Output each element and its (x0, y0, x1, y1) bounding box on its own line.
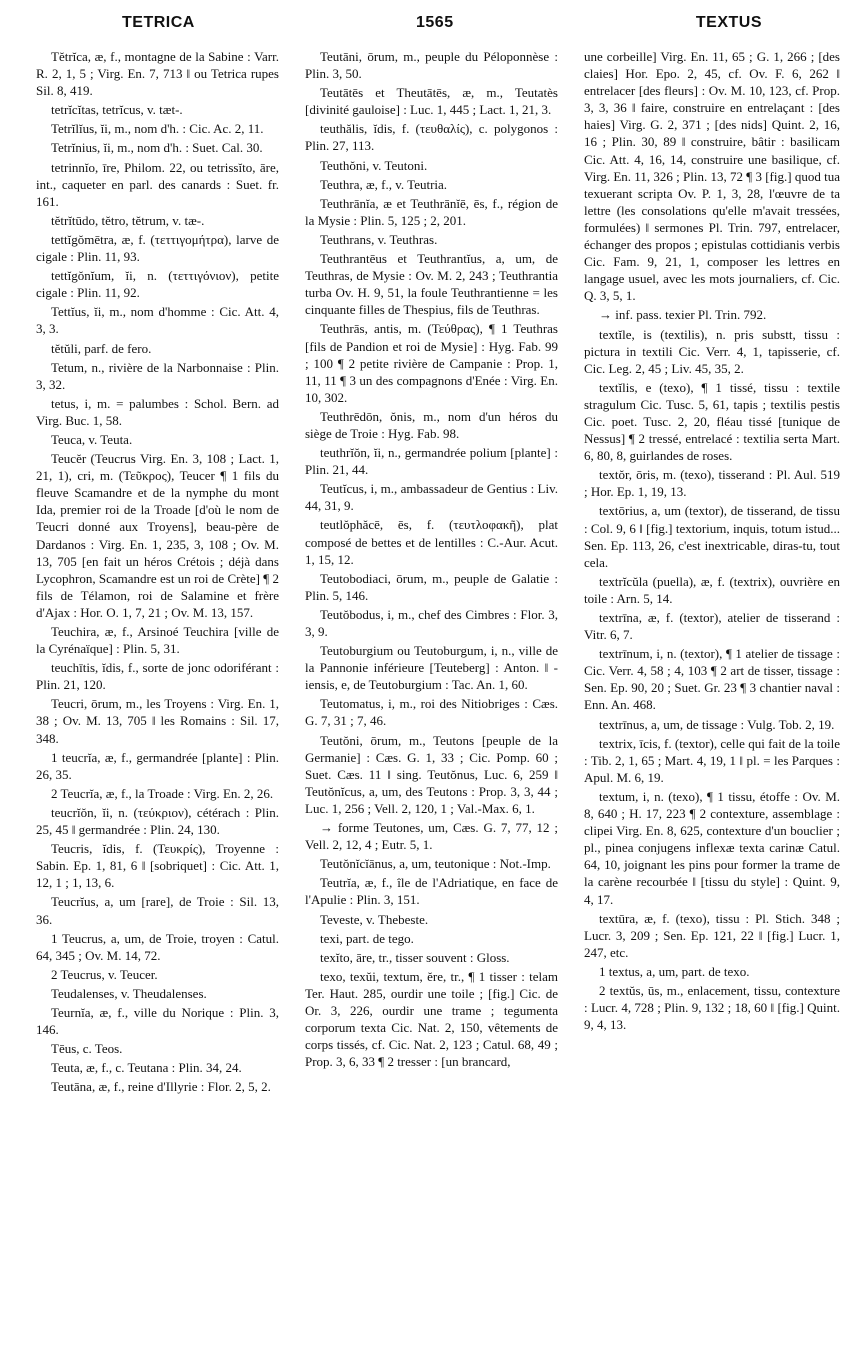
dictionary-entry: textŏr, ōris, m. (texo), tisserand : Pl. Aul. 519 ; Hor. Ep. 1, 19, 13. (584, 467, 840, 500)
dictionary-entry: textrīna, æ, f. (textor), atelier de tisserand : Vitr. 6, 7. (584, 610, 840, 643)
dictionary-entry: → inf. pass. texier Pl. Trin. 792. (599, 307, 767, 323)
dictionary-entry: tetrĭcĭtas, tetrĭcus, v. tæt-. (51, 102, 183, 118)
page-number: 1565 (416, 14, 454, 31)
dictionary-entry: Tetum, n., rivière de la Narbonnaise : Plin. 3, 32. (36, 359, 279, 392)
dictionary-entry: textōrius, a, um (textor), de tisserand, de tissu : Col. 9, 6 ‖ [fig.] textorium, inquis, totum istud... Sen. Ep. 113, 26, c'est inextricable, diras-tu, tout cela. (584, 503, 840, 570)
dictionary-entry: Teutoburgium ou Teutoburgum, i, n., ville de la Pannonie inférieure [Teuteberg] : Anton. ‖ -iensis, e, de Teutoburgium : Tac. An. 1, 60. (305, 643, 558, 693)
dictionary-entry: 2 textŭs, ūs, m., enlacement, tissu, contexture : Lucr. 4, 728 ; Plin. 9, 132 ; 18, 60 ‖ [fig.] Quint. 9, 4, 13. (584, 982, 840, 1033)
dictionary-entry: Teuthrās, antis, m. (Τεύθρας), ¶ 1 Teuthras [fils de Pandion et roi de Mysie] : Hyg. Fab. 99 ; 100 ¶ 2 petite rivière de Campanie : Prop. 1, 11, 11 ¶ 3 un des compagnons d'Enée : Virg. En. 10, 302. (305, 321, 558, 405)
dictionary-entry: Teuca, v. Teuta. (51, 431, 133, 447)
dictionary-entry: Teutŏbodus, i, m., chef des Cimbres : Flor. 3, 3, 9. (305, 606, 558, 639)
dictionary-entry: teuthrĭŏn, ĭi, n., germandrée polium [plante] : Plin. 21, 44. (305, 445, 558, 478)
dictionary-entry: textrīnum, i, n. (textor), ¶ 1 atelier de tissage : Cic. Verr. 4, 58 ; 4, 103 ¶ 2 art de tisser, tissage : Sen. Ep. 90, 20 ; Suet. Gr. 23 ¶ 3 chantier naval : Enn. An. 468. (584, 646, 840, 713)
dictionary-entry: Teurnĭa, æ, f., ville du Norique : Plin. 3, 146. (36, 1004, 279, 1038)
dictionary-entry: teuchītis, ĭdis, f., sorte de jonc odoriférant : Plin. 21, 120. (36, 660, 279, 693)
header-left-guideword: TETRICA (122, 14, 195, 31)
dictionary-entry: Teuthrēdōn, ŏnis, m., nom d'un héros du siège de Troie : Hyg. Fab. 98. (305, 408, 558, 441)
dictionary-entry: Teutĭcus, i, m., ambassadeur de Gentius : Liv. 44, 31, 9. (305, 481, 558, 514)
column-2 (305, 48, 558, 1338)
dictionary-entry: Teveste, v. Thebeste. (320, 911, 429, 927)
dictionary-entry: textĭle, is (textilis), n. pris substt, tissu : pictura in textili Cic. Verr. 4, 1, tapisserie, cf. Cic. Leg. 2, 45 ; Liv. 45, 35, 2. (584, 326, 840, 376)
dictionary-entry: 2 Teucrus, v. Teucer. (51, 966, 158, 982)
dictionary-entry: Teuthrānĭa, æ et Teuthrānĭē, ēs, f., région de la Mysie : Plin. 5, 125 ; 2, 201. (305, 195, 558, 228)
dictionary-entry: tetrinnĭo, īre, Philom. 22, ou tetrissĭto, āre, int., caqueter en parl. des canards : Suet. fr. 161. (36, 159, 279, 209)
header-right-guideword: TEXTUS (695, 14, 762, 31)
dictionary-entry: tĕtŭli, parf. de fero. (51, 340, 152, 356)
dictionary-entry: Teucrĭus, a, um [rare], de Troie : Sil. 13, 36. (36, 894, 279, 927)
dictionary-entry: teutlŏphăcē, ēs, f. (τευτλοφακῆ), plat composé de bettes et de lentilles : C.-Aur. Acut. 1, 15, 12. (305, 517, 558, 567)
dictionary-entry: textrĭcŭla (puella), æ, f. (textrix), ouvrière en toile : Arn. 5, 14. (584, 573, 840, 606)
dictionary-entry: tetus, i, m. = palumbes : Schol. Bern. ad Virg. Buc. 1, 58. (36, 395, 279, 428)
dictionary-entry: Teuthra, æ, f., v. Teutria. (320, 176, 448, 192)
dictionary-entry: 1 Teucrus, a, um, de Troie, troyen : Catul. 64, 345 ; Ov. M. 14, 72. (36, 930, 279, 963)
dictionary-entry: teuthălis, ĭdis, f. (τευθαλίς), c. polygonos : Plin. 27, 113. (305, 121, 558, 154)
dictionary-entry: tettĭgŏnĭum, ĭi, n. (τεττιγόνιον), petite cigale : Plin. 11, 92. (36, 268, 279, 301)
dictionary-entry: Tetrĭlĭus, ĭi, m., nom d'h. : Cic. Ac. 2, 11. (51, 121, 264, 137)
dictionary-entry: Teutāna, æ, f., reine d'Illyrie : Flor. 2, 5, 2. (51, 1079, 271, 1095)
dictionary-entry: → forme Teutones, um, Cæs. G. 7, 77, 12 ; Vell. 2, 12, 4 ; Eutr. 5, 1. (305, 820, 558, 853)
dictionary-entry: Teutātēs et Theutātēs, æ, m., Teutatès [divinité gauloise] : Luc. 1, 445 ; Lact. 1, 21, 3. (305, 85, 558, 118)
dictionary-entry: Teuthŏni, v. Teutoni. (320, 157, 428, 173)
column-3 (584, 48, 840, 1338)
running-header (36, 14, 824, 42)
dictionary-entry: texĭto, āre, tr., tisser souvent : Gloss. (320, 949, 510, 965)
dictionary-entry: Teucri, ōrum, m., les Troyens : Virg. En. 1, 38 ; Ov. M. 13, 705 ‖ les Romains : Sil. 17, 348. (36, 696, 279, 746)
dictionary-entry: 2 Teucrĭa, æ, f., la Troade : Virg. En. 2, 26. (51, 785, 274, 801)
dictionary-entry: texi, part. de tego. (320, 930, 414, 946)
dictionary-entry: 1 textus, a, um, part. de texo. (599, 963, 750, 979)
dictionary-entry: Teuthrans, v. Teuthras. (320, 231, 438, 247)
dictionary-entry: textĭlis, e (texo), ¶ 1 tissé, tissu : textile stragulum Cic. Tusc. 5, 61, tapis ; textilis pestis Cic. poet. Tusc. 2, 20, fléau tissé [tunique de Nessus] ¶ 2 tressé, entrelacé : textilia serta Mart. 6, 80, 8, guirlandes de roses. (584, 379, 840, 464)
dictionary-entry: Teutŏni, ōrum, m., Teutons [peuple de la Germanie] : Cæs. G. 1, 33 ; Cic. Pomp. 60 ; Suet. Cæs. 11 ‖ sing. Teutŏnus, Luc. 6, 259 ‖ Teutŏnĭcus, a, um, des Teutons : Prop. 3, 3, 44 ; Luc. 1, 256 ; Vell. 2, 120, 1 ; Val.-Max. 6, 1. (305, 732, 558, 816)
dictionary-entry: tettĭgŏmētra, æ, f. (τεττιγομήτρα), larve de cigale : Plin. 11, 93. (36, 231, 279, 265)
dictionary-entry: Teutrĭa, æ, f., île de l'Adriatique, en face de l'Apulie : Plin. 3, 151. (305, 875, 558, 908)
dictionary-entry: Teuchira, æ, f., Arsinoé Teuchira [ville de la Cyrénaïque] : Plin. 5, 31. (36, 624, 279, 657)
dictionary-entry: Tetrĭnius, ĭi, m., nom d'h. : Suet. Cal. 30. (51, 140, 263, 156)
dictionary-entry: Teutomatus, i, m., roi des Nitiobriges : Cæs. G. 7, 31 ; 7, 46. (305, 696, 558, 729)
column-1 (36, 48, 279, 1338)
dictionary-entry: tĕtrĭtūdo, tĕtro, tĕtrum, v. tæ-. (51, 212, 205, 228)
dictionary-entry: Teucris, ĭdis, f. (Τευκρίς), Troyenne : Sabin. Ep. 1, 81, 6 ‖ [sobriquet] : Cic. Att. 1, 12, 1 ; 1, 13, 6. (36, 841, 279, 891)
dictionary-entry: Teucĕr (Teucrus Virg. En. 3, 108 ; Lact. 1, 21, 1), cri, m. (Τεῦκρος), Teucer ¶ 1 fils du fleuve Scamandre et de la nymphe du mont Ida, premier roi de la Troade [d'où le nom de Teucri donné aux Troyens], beau-père de Dardanos : Virg. En. 1, 235, 3, 108 ; Ov. M. 13, 705 [en fait un héros Crétois ; déjà dans Lycophron, Scamandre est un roi de Crète] ¶ 2 fils de Télamon, roi de Salamine et frère d'Ajax : Hor. O. 1, 7, 21 ; Ov. M. 13, 157. (36, 451, 279, 620)
dictionary-entry: teucrĭŏn, ĭi, n. (τεύκριον), cétérach : Plin. 25, 45 ‖ germandrée : Plin. 24, 130. (36, 804, 279, 838)
dictionary-entry: Tĕtrĭca, æ, f., montagne de la Sabine : Varr. R. 2, 1, 5 ; Virg. En. 7, 713 ‖ ou Tetrica rupes Sil. 8, 419. (36, 49, 279, 99)
dictionary-entry: textum, i, n. (texo), ¶ 1 tissu, étoffe : Ov. M. 8, 640 ; H. 17, 223 ¶ 2 contexture, assemblage : clipei Virg. En. 8, 625, contexture d'un bouclier ; pl., pinea conjugens inflexæ texta carinæ Catul. 64, 10, joignant les pins pour former la trame de la carène recourbée ‖ [tissu du style] : Quint. 9, 4, 17. (584, 788, 840, 907)
dictionary-entry: une corbeille] Virg. En. 11, 65 ; G. 1, 266 ; [des claies] Hor. Epo. 2, 45, cf. Ov. F. 6, 262 ‖ entrelacer [des fleurs] : Ov. M. 10, 123, cf. Prop. 3, 3, 36 ‖ faire, construire en entrelaçant : [des haies] Virg. G. 2, 371 ; [des nids] Quint. 2, 16, 16 ; Plin. 30, 89 ‖ construire, bâtir : basilicam Cic. Att. 4, 16, 14, construire une basilique, cf. Virg. En. 11, 326 ; Plin. 13, 72 ¶ 3 [fig.] quod tua texuerant scripta Ov. P. 1, 3, 28, l'œuvre de ta lettre (les consolations qu'elle m'avait tressées, formulées) ‖ sermones Pl. Trin. 797, entrelacer, échanger des propos ; epistulas cottidianis verbis Cic. Fam. 9, 21, 1, composer les lettres en langage usuel, avec les mots journaliers, cf. Cic. Q. 3, 5, 1. (584, 49, 840, 304)
dictionary-entry: textrix, īcis, f. (textor), celle qui fait de la toile : Tib. 2, 1, 65 ; Mart. 4, 19, 1 ‖ pl. = les Parques : Apul. M. 6, 19. (584, 735, 840, 785)
dictionary-entry: Teutŏnĭcĭānus, a, um, teutonique : Not.-Imp. (320, 856, 551, 872)
dictionary-entry: textūra, æ, f. (texo), tissu : Pl. Stich. 348 ; Lucr. 3, 209 ; Sen. Ep. 121, 22 ‖ [fig.] Lucr. 1, 247, etc. (584, 910, 840, 960)
dictionary-entry: Teuta, æ, f., c. Teutana : Plin. 34, 24. (51, 1060, 242, 1076)
dictionary-entry: 1 teucrĭa, æ, f., germandrée [plante] : Plin. 26, 35. (36, 749, 279, 782)
dictionary-entry: Tēus, c. Teos. (51, 1041, 123, 1057)
dictionary-entry: texo, texŭi, textum, ĕre, tr., ¶ 1 tisser : telam Ter. Haut. 285, ourdir une toile ; [fig.] Cic. de Or. 3, 226, ourdir une trame ; tegumenta corporum texta Cic. Nat. 2, 150, vêtements de corps tissés, cf. Cic. Nat. 2, 123 ; Catul. 68, 49 ; Prop. 3, 6, 33 ¶ 2 tresser : [un brancard, (305, 968, 558, 1070)
dictionary-entry: Teudalenses, v. Theudalenses. (51, 985, 207, 1001)
dictionary-entry: Tettĭus, ĭi, m., nom d'homme : Cic. Att. 4, 3, 3. (36, 304, 279, 337)
dictionary-entry: Teutāni, ōrum, m., peuple du Péloponnèse : Plin. 3, 50. (305, 49, 558, 82)
dictionary-entry: textrīnus, a, um, de tissage : Vulg. Tob. 2, 19. (599, 716, 835, 732)
dictionary-entry: Teutobodiaci, ōrum, m., peuple de Galatie : Plin. 5, 146. (305, 570, 558, 603)
dictionary-entry: Teuthrantēus et Teuthrantĭus, a, um, de Teuthras, de Mysie : Ov. M. 2, 243 ; Teuthrantia turba Ov. H. 9, 51, la foule Teuthrantienne = les cinquante filles de Thespius, fils de Teuthras. (305, 251, 558, 318)
